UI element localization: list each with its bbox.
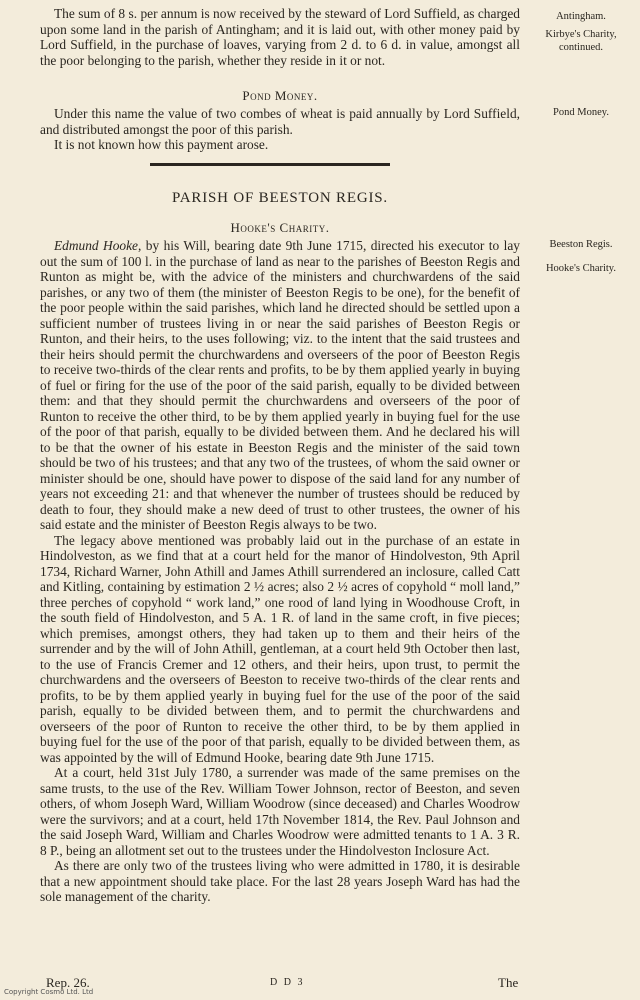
- hooke-heading: Hooke's Charity.: [230, 220, 330, 235]
- copyright-watermark: Copyright Cosmo Ltd. Ltd: [4, 988, 94, 996]
- pond-money-section: [40, 88, 520, 153]
- report-number: Rep. 26.: [46, 975, 90, 990]
- court-paragraph: At a court, held 31st July 1780, a surrender was made of the same premises on the same trusts, to the use of the Rev. William Tower Johnson, rector of Beeston, and seven others, of whom Joseph Ward, William Woodrow (since deceased) and Charles Woodrow were the survivors; and at a court, held 17th November 1814, the Rev. Paul Johnson and the said Joseph Ward, William and Charles Woodrow were admitted tenants to 1 A. 3 R. 8 P., being an allotment set out to the trustees under the Hindolveston Inclosure Act.: [40, 765, 520, 858]
- legacy-paragraph: The legacy above mentioned was probably laid out in the purchase of an estate in Hindolveston, as we find that at a court held for the manor of Hindolveston, 9th April 1734, Richard Warner, John Athill and James Athill surrendered an inclosure, called Catt and Kitling, containing by estimation 2 ½ acres; also 2 ½ acres of copyhold “ moll land,” three perches of copyhold “ work land,” one rood of land lying in Woodhouse Croft, in the south field of Hindolveston, and 5 A. 1 R. of land in the same croft, in five pieces; which premises, amongst others, they had taken up to them and their heirs of the surrender and by the will of John Athill, gentleman, at a court held 9th October then last, to the use of Francis Cremer and 12 others, and their heirs, upon trust, to permit the churchwardens and the overseers of Beeston to receive two-thirds of the clear rents and profits, to be by them applied yearly in buying fuel for the use of the poor of the said parish, equally to be divided between them, and to permit the churchwardens and overseers of the poor of Runton to receive the other third, to be by them applied in buying fuel for the use of the poor of that parish, equally to be divided between them, as was appointed by the will of Edmund Hooke, bearing date 9th June 1715.: [40, 532, 520, 765]
- section-divider: [150, 163, 390, 166]
- signature-mark: D D 3: [270, 977, 305, 988]
- catchword: The: [498, 975, 519, 990]
- hooke-will-text: , by his Will, bearing date 9th June 1715, directed his executor to lay out the sum of 100 l. in the purchase of land as near to the parishes of Beeston Regis and Runton as might be, with the advice of the ministers and churchwardens of the said parishes, or any two of them (the minister of Beeston Regis to be one), for the benefit of the poor people within the said parishes, which land he directed should be settled upon a sufficient number of trustees living in or near the said parishes of Beeston Regis or Runton, and their heirs, to the uses following; viz. to the intent that the said trustees and their heirs should permit the churchwardens and overseers of the poor of Beeston Regis to receive two-thirds of the clear rents and profits, to be by them applied yearly in buying of fuel or firing for the use of the poor of the said parish, equally to be divided between them: and that they should permit the churchwardens and overseers of the poor of Runton to receive the other third, to be by them applied yearly in buying fuel for the use of the poor of that parish, equally to be divided between them. And he declared his will to be that the owner of his estate in Beeston Regis and the minister of the said town should be two of his trustees; and that any two of the trustees, of whom the said owner or minister should be one, should have power to dispose of the said land for any number of years not exceeding 21: and that whenever the number of trustees should be reduced by death to four, they should make a new deed of trust to other trustees, the owner of his said estate and the minister of Beeston Regis always to be two.: [40, 238, 520, 532]
- hooke-body: [40, 238, 520, 905]
- pond-money-paragraph: Under this name the value of two combes of wheat is paid annually by Lord Suffield, and distributed amongst the poor of this parish.: [40, 106, 520, 137]
- antingham-section: [40, 6, 520, 68]
- margin-pond-money: Pond Money.: [553, 107, 609, 118]
- margin-kirbye-continued: continued.: [558, 42, 604, 53]
- kirbye-paragraph: The sum of 8 s. per annum is now received by the steward of Lord Suffield, as charged upon some land in the parish of Antingham; and it is laid out, with other money paid by Lord Suffield, in the purchase of loaves, varying from 2 d. to 6 d. in value, amongst all the poor belonging to the parish, whether they reside in it or not.: [40, 6, 520, 68]
- pond-money-note: It is not known how this payment arose.: [54, 137, 269, 152]
- margin-kirbye: Kirbye's Charity,: [545, 29, 617, 40]
- lead-name: Edmund Hooke: [54, 238, 138, 253]
- parish-heading: PARISH OF BEESTON REGIS.: [172, 190, 388, 206]
- margin-antingham: Antingham.: [556, 11, 606, 22]
- hooke-will-paragraph: [40, 238, 520, 533]
- pond-money-heading: Pond Money.: [242, 88, 318, 103]
- trustees-paragraph: As there are only two of the trustees living who were admitted in 1780, it is desirable that a new appointment should take place. For the last 28 years Joseph Ward has had the sole management of the charity.: [40, 858, 520, 904]
- parish-section: [40, 190, 520, 236]
- margin-hooke-charity: Hooke's Charity.: [545, 263, 617, 274]
- margin-beeston-regis: Beeston Regis.: [549, 239, 613, 250]
